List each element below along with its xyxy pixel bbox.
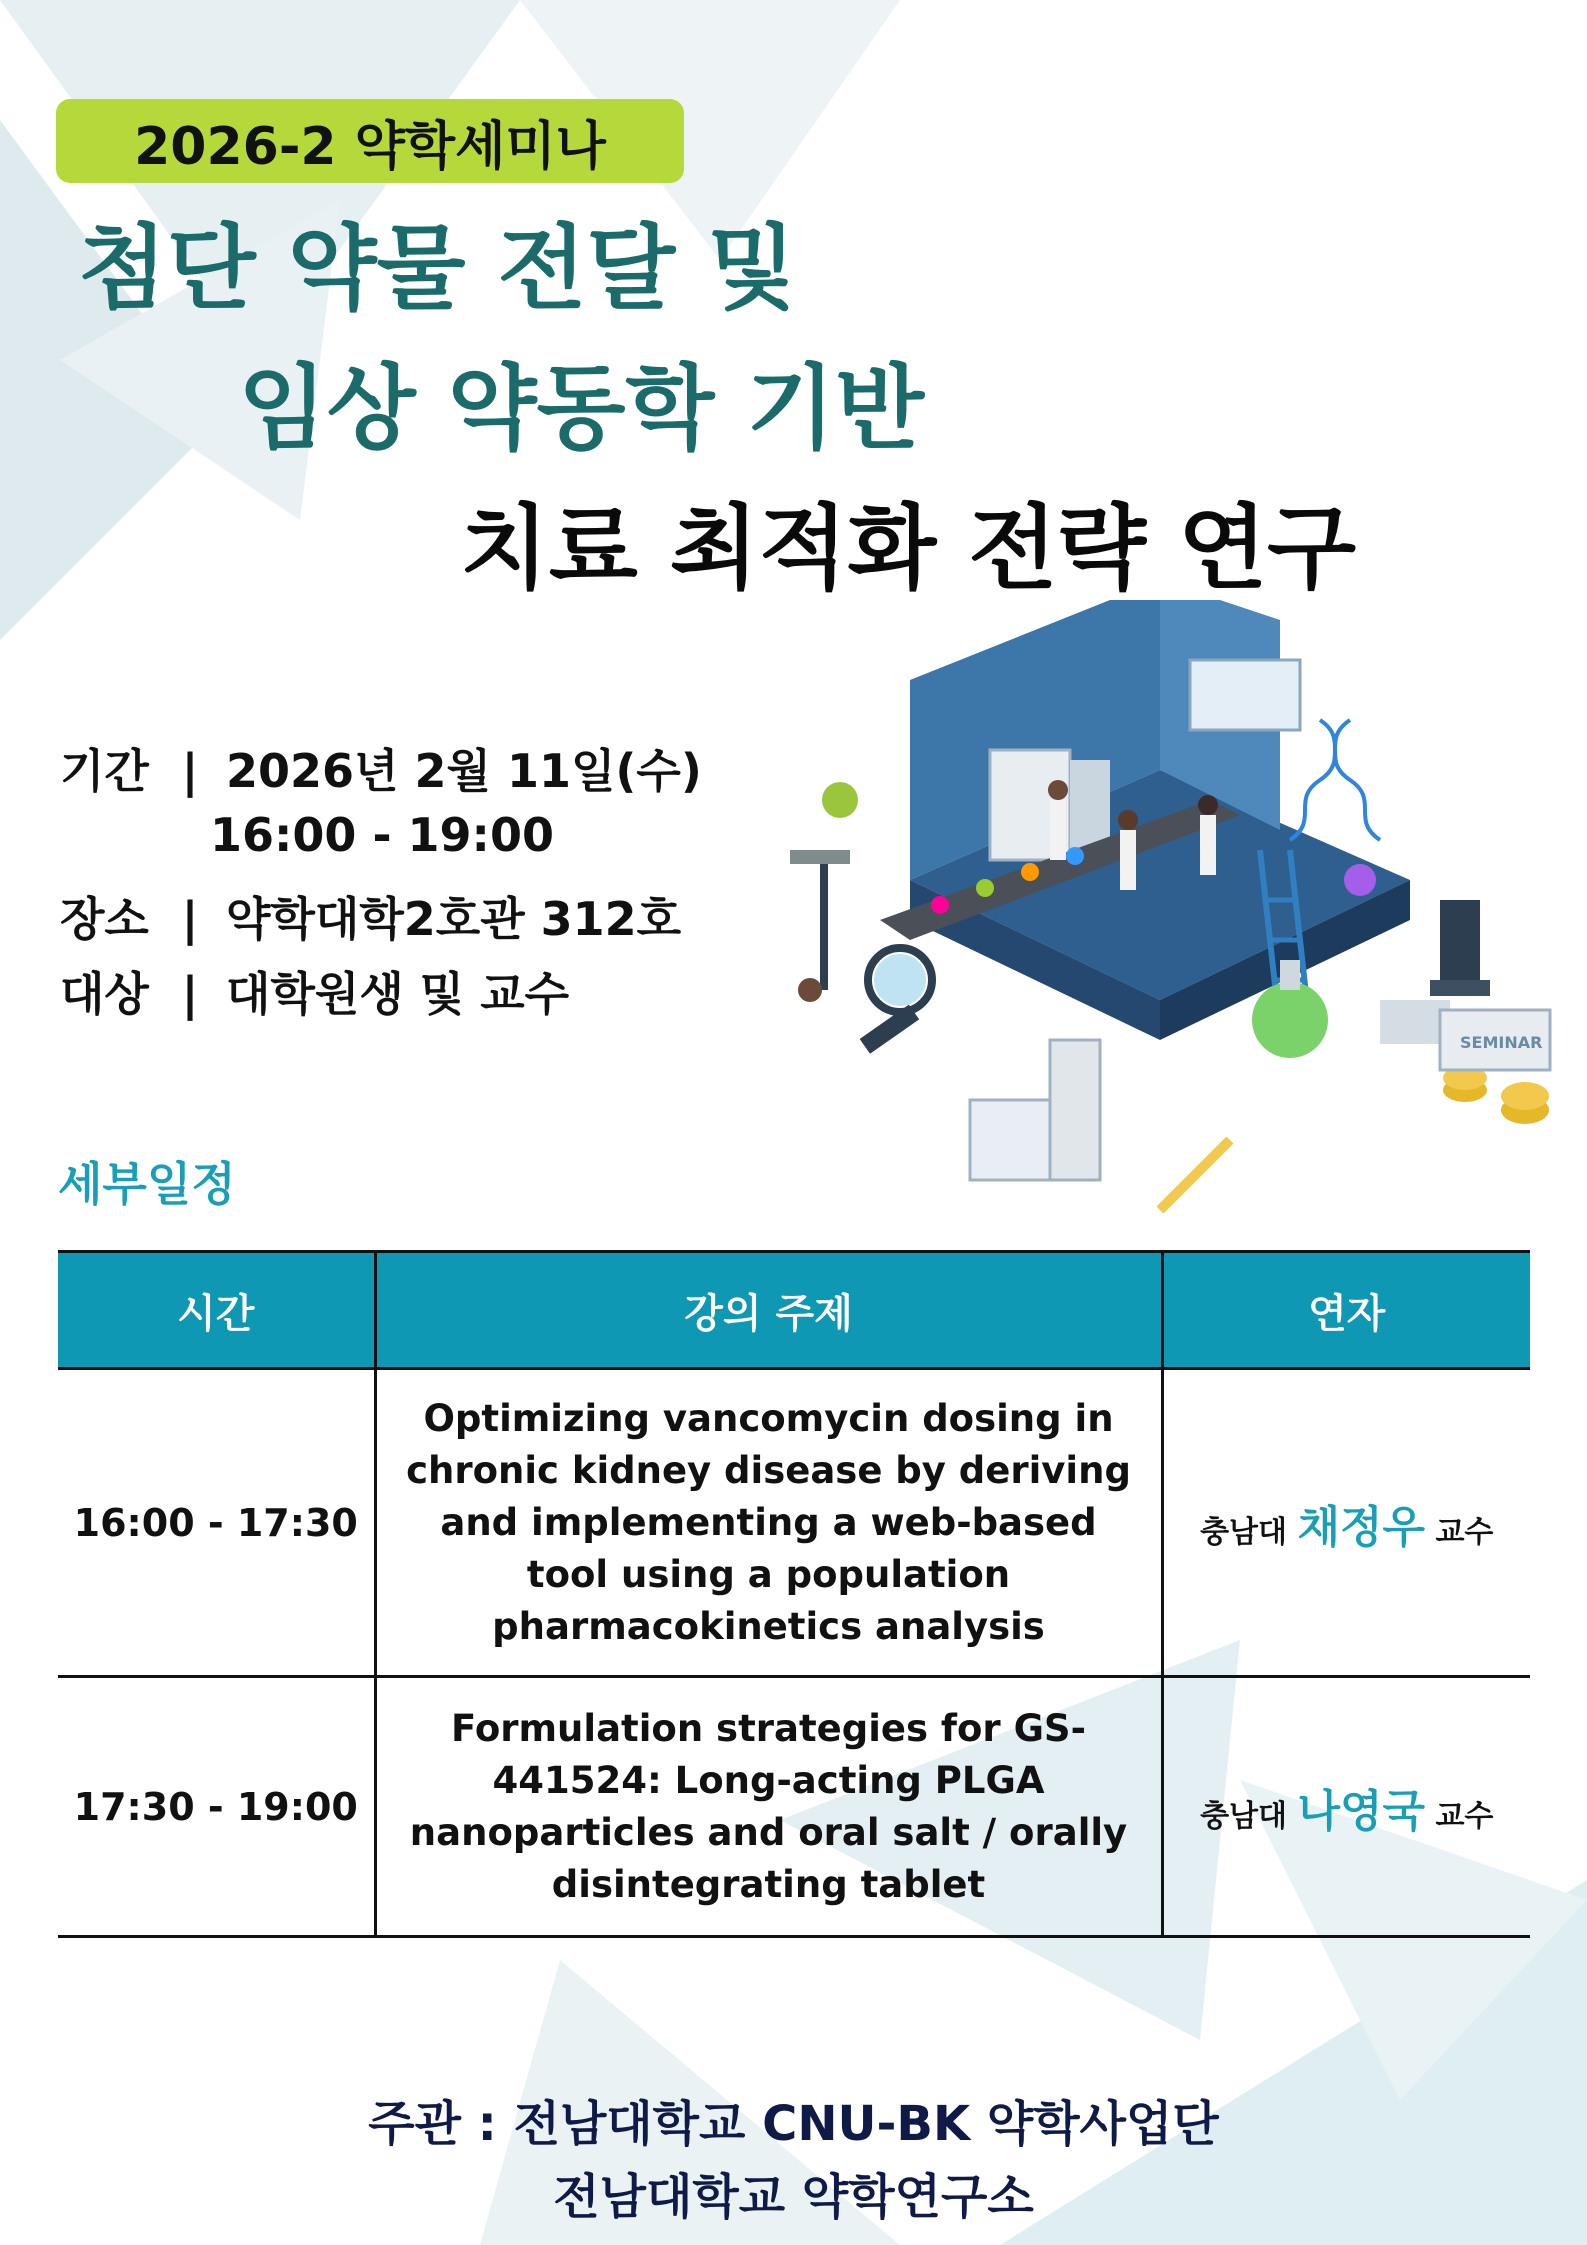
- schedule-table: [58, 1250, 1530, 1938]
- period-time: 16:00 - 19:00: [210, 808, 554, 862]
- session-time: 16:00 - 17:30: [58, 1369, 375, 1677]
- header-speaker: 연자: [1162, 1252, 1530, 1369]
- period-date: 2026년 2월 11일(수): [226, 744, 702, 798]
- period-label: 기간: [60, 744, 149, 798]
- speaker-affiliation: 충남대: [1200, 1798, 1288, 1834]
- info-period: [60, 735, 702, 801]
- info-place: [60, 883, 681, 949]
- seminar-sign: SEMINAR: [1460, 1033, 1543, 1052]
- info-time: [210, 808, 554, 862]
- speaker-name: 나영국: [1297, 1785, 1425, 1837]
- separator: |: [181, 967, 199, 1021]
- seminar-badge: 2026-2 약학세미나: [56, 99, 684, 183]
- table-header-row: [58, 1252, 1530, 1369]
- header-time: 시간: [58, 1252, 375, 1369]
- separator: |: [181, 744, 199, 798]
- speaker-affiliation: 충남대: [1200, 1514, 1288, 1550]
- speaker-title: 교수: [1435, 1514, 1494, 1550]
- schedule-title: 세부일정: [58, 1157, 236, 1211]
- organizer-line-1: 주관 : 전남대학교 CNU-BK 약학사업단: [368, 2096, 1219, 2152]
- table-row: [58, 1369, 1530, 1677]
- header-topic: 강의 주제: [375, 1252, 1162, 1369]
- session-time: 17:30 - 19:00: [58, 1677, 375, 1937]
- table-row: [58, 1677, 1530, 1937]
- place-label: 장소: [60, 892, 149, 946]
- title-line-3: 치료 최적화 전략 연구: [460, 495, 1356, 602]
- session-speaker: [1162, 1369, 1530, 1677]
- session-topic: Formulation strategies for GS-441524: Long-acting PLGA nanoparticles and oral salt / orally disintegrating tablet: [375, 1677, 1162, 1937]
- speaker-title: 교수: [1435, 1798, 1494, 1834]
- audience-label: 대상: [60, 967, 149, 1021]
- info-audience: [60, 958, 569, 1024]
- organizer-line-2: 전남대학교 약학연구소: [553, 2169, 1034, 2225]
- lab-illustration: [760, 600, 1560, 1220]
- audience-value: 대학원생 및 교수: [226, 967, 570, 1021]
- title-line-1: 첨단 약물 전달 및: [78, 215, 797, 322]
- session-speaker: [1162, 1677, 1530, 1937]
- separator: |: [181, 892, 199, 946]
- title-line-2: 임상 약동학 기반: [238, 355, 925, 462]
- speaker-name: 채정우: [1297, 1501, 1425, 1553]
- place-value: 약학대학2호관 312호: [226, 892, 682, 946]
- session-topic: Optimizing vancomycin dosing in chronic kidney disease by deriving and implementing a web-based tool using a population pharmacokinetics analysis: [375, 1369, 1162, 1677]
